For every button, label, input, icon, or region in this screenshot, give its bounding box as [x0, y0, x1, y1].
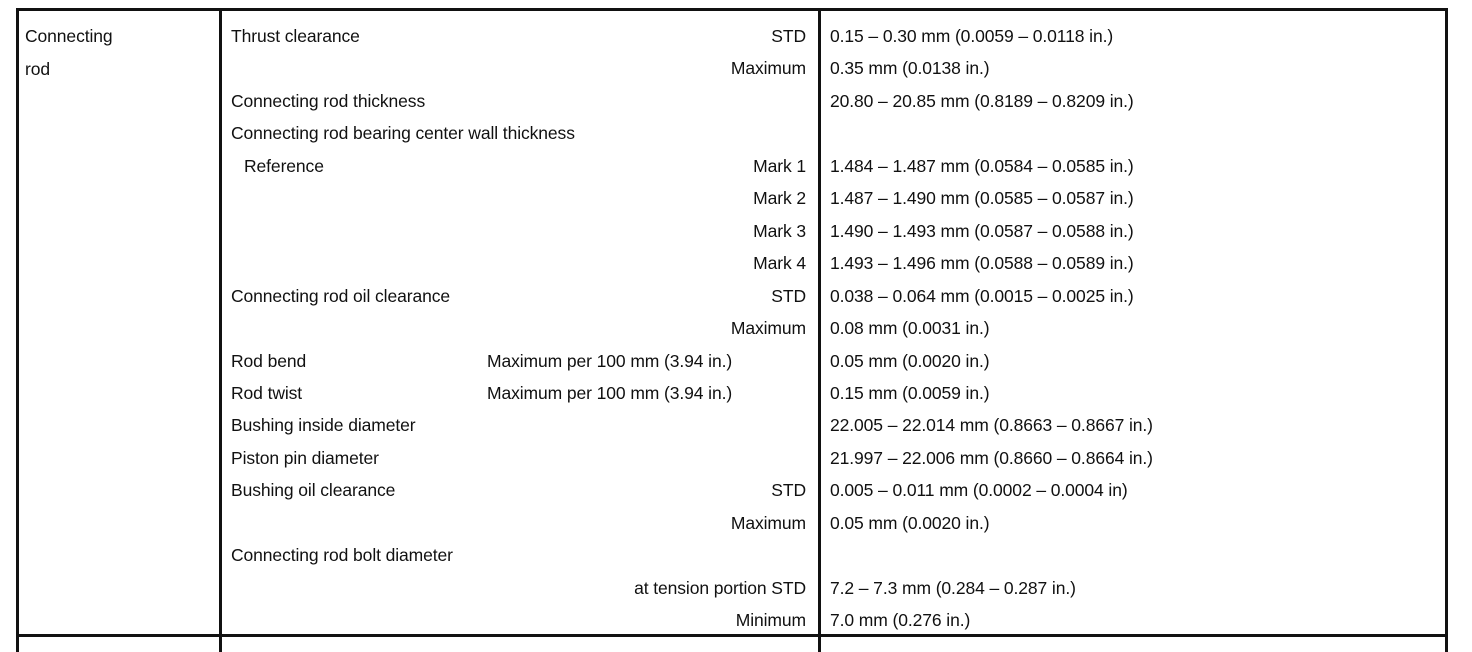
spec-item-label: Bushing inside diameter	[231, 415, 416, 436]
table-top-border	[16, 8, 1448, 11]
spec-item-label: Piston pin diameter	[231, 447, 379, 468]
spec-condition-label: Mark 2	[753, 188, 806, 209]
column-divider-2	[818, 8, 821, 652]
spec-value: 7.2 – 7.3 mm (0.284 – 0.287 in.)	[830, 577, 1076, 598]
spec-item-label: Rod twist	[231, 382, 303, 403]
spec-value: 0.005 – 0.011 mm (0.0002 – 0.0004 in)	[830, 480, 1128, 501]
spec-condition-label: Mark 1	[753, 155, 806, 176]
section-title-line1: Connecting	[25, 26, 113, 46]
spec-item-label: Connecting rod bolt diameter	[231, 545, 453, 566]
spec-item-label: Bushing oil clearance	[231, 480, 396, 501]
spec-item-label: Thrust clearance	[231, 26, 360, 46]
spec-value: 0.038 – 0.064 mm (0.0015 – 0.0025 in.)	[830, 285, 1134, 306]
spec-condition-label: at tension portion STD	[634, 577, 806, 598]
spec-condition-label: Maximum	[730, 318, 806, 339]
spec-condition-label: Mark 3	[753, 220, 806, 241]
spec-condition-label: STD	[771, 480, 806, 501]
spec-item-label: Rod bend	[231, 350, 307, 371]
table-bottom-border	[16, 634, 1448, 637]
spec-condition-label: STD	[771, 26, 806, 46]
spec-value: 21.997 – 22.006 mm (0.8660 – 0.8664 in.)	[830, 447, 1153, 468]
spec-item-label: Connecting rod oil clearance	[231, 285, 451, 306]
spec-value: 0.15 mm (0.0059 in.)	[830, 382, 990, 403]
spec-limit-label: Maximum per 100 mm (3.94 in.)	[487, 382, 733, 403]
spec-value: 0.15 – 0.30 mm (0.0059 – 0.0118 in.)	[830, 26, 1114, 46]
spec-subitem-label: Reference	[244, 155, 324, 176]
spec-value: 0.35 mm (0.0138 in.)	[830, 58, 990, 79]
spec-value: 22.005 – 22.014 mm (0.8663 – 0.8667 in.)	[830, 415, 1153, 436]
table-left-border	[16, 8, 19, 652]
spec-item-label: Connecting rod thickness	[231, 90, 426, 111]
spec-value: 1.490 – 1.493 mm (0.0587 – 0.0588 in.)	[830, 220, 1134, 241]
spec-condition-label: Mark 4	[753, 253, 806, 274]
spec-value: 0.05 mm (0.0020 in.)	[830, 512, 990, 533]
spec-condition-label: STD	[771, 285, 806, 306]
spec-value: 0.05 mm (0.0020 in.)	[830, 350, 990, 371]
spec-item-label: Connecting rod bearing center wall thickness	[231, 123, 575, 144]
spec-value: 20.80 – 20.85 mm (0.8189 – 0.8209 in.)	[830, 90, 1134, 111]
table-right-border	[1445, 8, 1448, 652]
spec-condition-label: Maximum	[730, 512, 806, 533]
spec-condition-label: Maximum	[730, 58, 806, 79]
spec-value: 1.484 – 1.487 mm (0.0584 – 0.0585 in.)	[830, 155, 1134, 176]
section-title-line2: rod	[25, 59, 50, 79]
spec-value: 7.0 mm (0.276 in.)	[830, 610, 971, 631]
spec-condition-label: Minimum	[735, 610, 806, 631]
column-divider-1	[219, 8, 222, 652]
spec-limit-label: Maximum per 100 mm (3.94 in.)	[487, 350, 733, 371]
spec-value: 1.487 – 1.490 mm (0.0585 – 0.0587 in.)	[830, 188, 1134, 209]
spec-value: 1.493 – 1.496 mm (0.0588 – 0.0589 in.)	[830, 253, 1134, 274]
spec-value: 0.08 mm (0.0031 in.)	[830, 318, 990, 339]
